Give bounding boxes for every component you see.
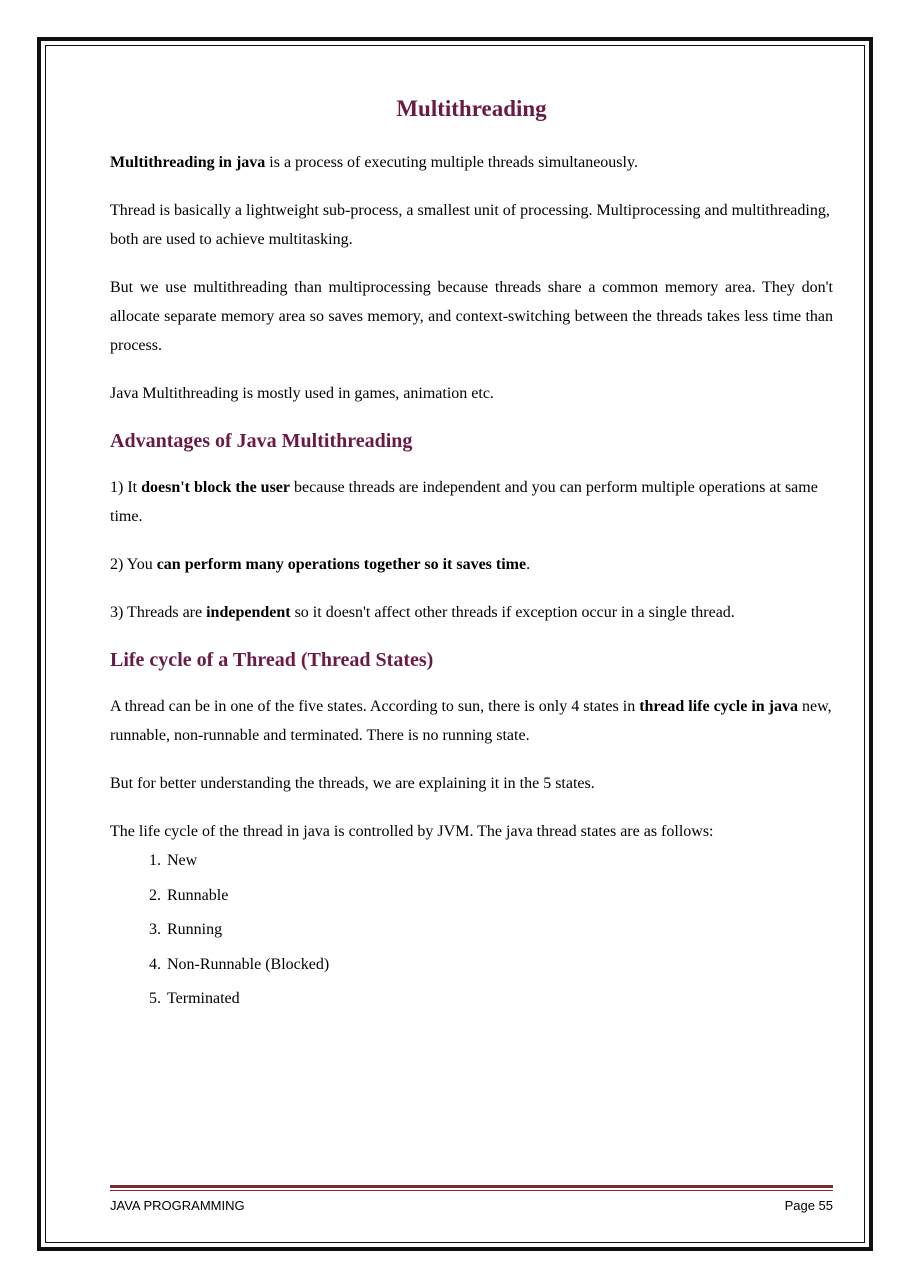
advantage-item-3-post: so it doesn't affect other threads if exception occur in a single thread.: [290, 604, 735, 621]
advantages-heading: Advantages of Java Multithreading: [110, 430, 413, 452]
advantage-item-1: [110, 473, 833, 531]
lifecycle-heading: Life cycle of a Thread (Thread States): [110, 649, 434, 671]
usage-paragraph: Java Multithreading is mostly used in games, animation etc.: [110, 385, 494, 402]
lifecycle-paragraph-1-pre: A thread can be in one of the five states. According to sun, there is only 4 states in: [110, 698, 640, 715]
advantage-item-1-post: because threads are independent and you can perform multiple operations at same time.: [110, 479, 818, 525]
advantage-item-3-pre: 3) Threads are: [110, 604, 207, 621]
thread-states-list: [110, 850, 833, 1010]
intro-bold: Multithreading in java: [110, 154, 266, 171]
thread-paragraph: Thread is basically a lightweight sub-process, a smallest unit of processing. Multiprocessing and multithreading, both are used to achieve multitasking.: [110, 202, 830, 248]
list-item: 2. Runnable: [165, 885, 833, 907]
advantage-item-2-bold: can perform many operations together so it saves time: [156, 556, 527, 573]
advantage-item-2-post: .: [526, 556, 531, 573]
page-title: Multithreading: [396, 96, 547, 121]
advantage-item-2-pre: 2) You: [110, 556, 157, 573]
intro-paragraph: [110, 148, 833, 177]
footer-rule-thin: [110, 1190, 833, 1191]
page-number: Page 55: [784, 1198, 833, 1213]
advantage-item-3-bold: independent: [206, 604, 291, 621]
lifecycle-paragraph-3: The life cycle of the thread in java is controlled by JVM. The java thread states are as follows:: [110, 823, 714, 840]
lifecycle-paragraph-1-post: new, runnable, non-runnable and terminated. There is no running state.: [110, 698, 832, 744]
advantage-item-3: [110, 598, 833, 627]
memory-paragraph: But we use multithreading than multiprocessing because threads share a common memory area. They don't allocate separate memory area so saves memory, and context-switching between the threads takes less time than process.: [110, 279, 833, 354]
list-item: 4. Non-Runnable (Blocked): [165, 954, 833, 976]
footer-title: JAVA PROGRAMMING: [110, 1198, 245, 1213]
advantage-item-1-bold: doesn't block the user: [141, 479, 291, 496]
footer-rule-thick: [110, 1185, 833, 1188]
page-content: [110, 90, 833, 1023]
lifecycle-paragraph-1-bold: thread life cycle in java: [639, 698, 798, 715]
advantage-item-2: [110, 550, 833, 579]
list-item: 1. New: [165, 850, 833, 872]
lifecycle-paragraph-2: But for better understanding the threads, we are explaining it in the 5 states.: [110, 775, 595, 792]
lifecycle-paragraph-1: [110, 692, 833, 750]
list-item: 5. Terminated: [165, 988, 833, 1010]
advantage-item-1-pre: 1) It: [110, 479, 142, 496]
intro-text: is a process of executing multiple threads simultaneously.: [265, 154, 638, 171]
list-item: 3. Running: [165, 919, 833, 941]
